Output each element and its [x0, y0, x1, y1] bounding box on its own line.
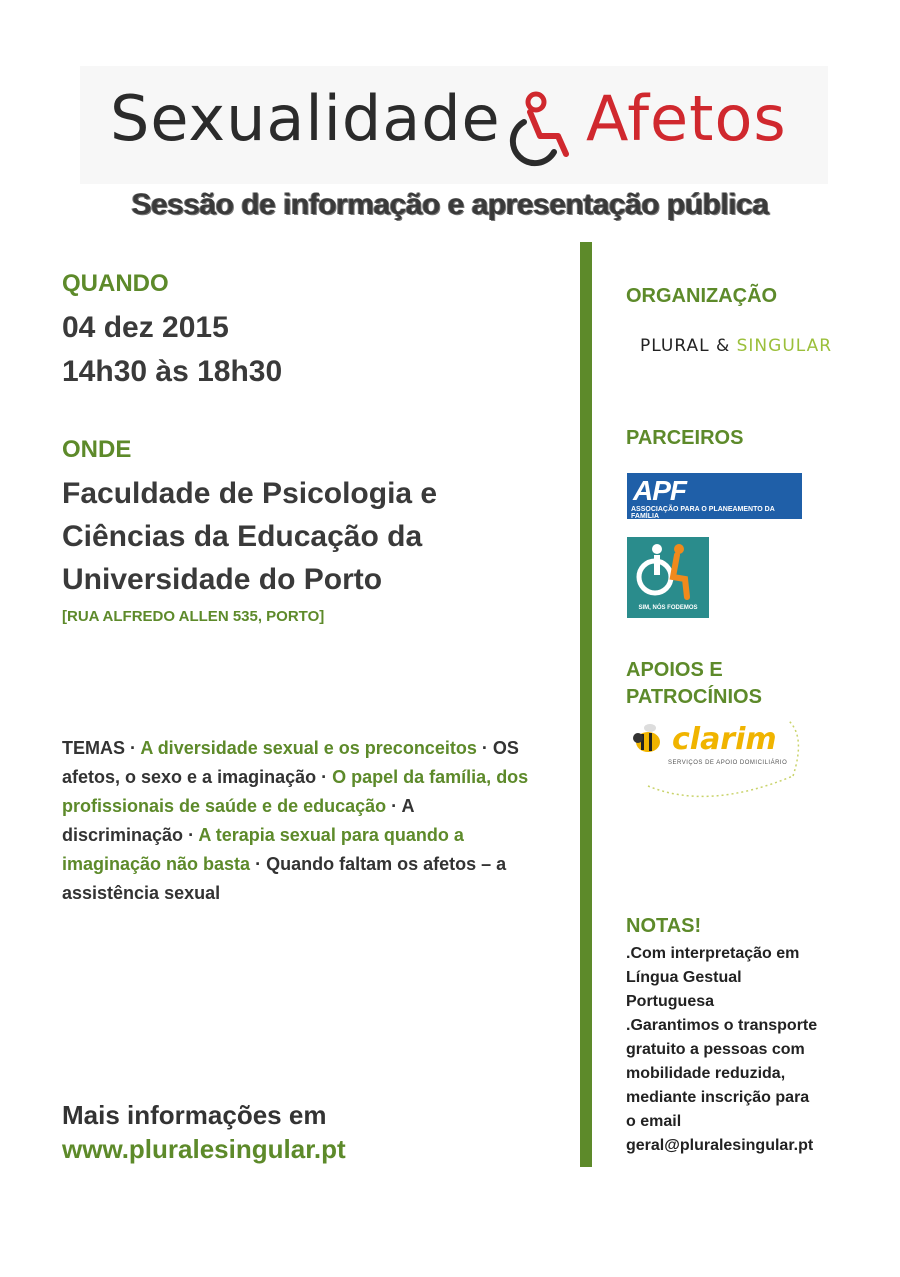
organization-label: ORGANIZAÇÃO — [626, 285, 778, 307]
theme-separator: · — [321, 767, 328, 787]
clarim-logo — [628, 716, 803, 804]
plural-singular-logo — [640, 336, 832, 356]
event-date: 04 dez 2015 — [62, 311, 229, 344]
notes-line: .Com interpretação em — [626, 945, 800, 962]
event-time: 14h30 às 18h30 — [62, 355, 283, 388]
venue-line: Faculdade de Psicologia e — [62, 477, 438, 510]
plural-logo-text: PLURAL — [640, 336, 710, 356]
apf-logo-letters: APF — [633, 475, 686, 506]
more-info-text: Mais informações em — [62, 1100, 327, 1130]
venue-address: [RUA ALFREDO ALLEN 535, PORTO] — [62, 608, 325, 625]
simnos-logo — [627, 537, 709, 618]
notes-line: gratuito a pessoas com — [626, 1041, 805, 1058]
venue-line: Universidade do Porto — [62, 563, 383, 596]
notes-label: NOTAS! — [626, 915, 702, 937]
when-label: QUANDO — [62, 270, 169, 297]
notes-line: Língua Gestual — [626, 969, 742, 986]
notes-body — [626, 942, 836, 1158]
where-label: ONDE — [62, 436, 132, 463]
theme-separator: · — [188, 825, 195, 845]
theme-item: A discriminação — [62, 796, 414, 845]
notes-line: Portuguesa — [626, 993, 715, 1010]
event-venue — [62, 472, 562, 601]
theme-separator: · — [130, 738, 137, 758]
theme-item: A terapia sexual para quando a imaginação não basta — [62, 825, 464, 874]
ampersand-icon: & — [715, 336, 731, 356]
clarim-logo-subtitle: SERVIÇOS DE APOIO DOMICILIÁRIO — [668, 760, 788, 766]
apf-logo-subtitle: ASSOCIAÇÃO PARA O PLANEAMENTO DA FAMÍLIA — [631, 506, 775, 520]
support-label-line: APOIOS E — [626, 659, 723, 681]
banner-title-right: Afetos — [586, 82, 787, 155]
singular-logo-text: SINGULAR — [736, 336, 833, 356]
event-subtitle: Sessão de informação e apresentação pública — [131, 188, 769, 221]
clarim-logo-word: clarim — [672, 722, 777, 757]
website-link[interactable]: www.pluralesingular.pt — [62, 1134, 346, 1164]
banner-title-left: Sexualidade — [110, 82, 501, 155]
notes-line: mobilidade reduzida, — [626, 1065, 786, 1082]
theme-item: OS afetos, o sexo e a imaginação — [62, 738, 519, 787]
more-info — [62, 1098, 346, 1166]
notes-line: .Garantimos o transporte — [626, 1017, 818, 1034]
support-label-line: PATROCÍNIOS — [626, 686, 762, 708]
theme-separator: · — [255, 854, 262, 874]
wheelchair-ampersand-icon — [500, 88, 580, 168]
theme-separator: · — [391, 796, 398, 816]
notes-line: o email — [626, 1113, 682, 1130]
themes-label: TEMAS — [62, 738, 125, 758]
theme-item: Quando faltam os afetos – a assistência sexual — [62, 854, 507, 903]
simnos-logo-text: SIM, NÓS FODEMOS — [638, 605, 698, 611]
notes-line: mediante inscrição para — [626, 1089, 810, 1106]
apf-logo — [627, 473, 802, 519]
wheelchair-icon — [627, 537, 709, 607]
theme-item: O papel da família, dos profissionais de saúde e de educação — [62, 767, 529, 816]
theme-item: A diversidade sexual e os preconceitos — [140, 738, 477, 758]
header-banner — [80, 66, 828, 184]
venue-line: Ciências da Educação da — [62, 520, 423, 553]
themes-paragraph — [62, 734, 532, 908]
column-divider — [580, 242, 592, 1167]
theme-separator: · — [481, 738, 488, 758]
support-label — [626, 657, 806, 711]
notes-email[interactable]: geral@pluralesingular.pt — [626, 1137, 814, 1154]
partners-label: PARCEIROS — [626, 427, 744, 449]
